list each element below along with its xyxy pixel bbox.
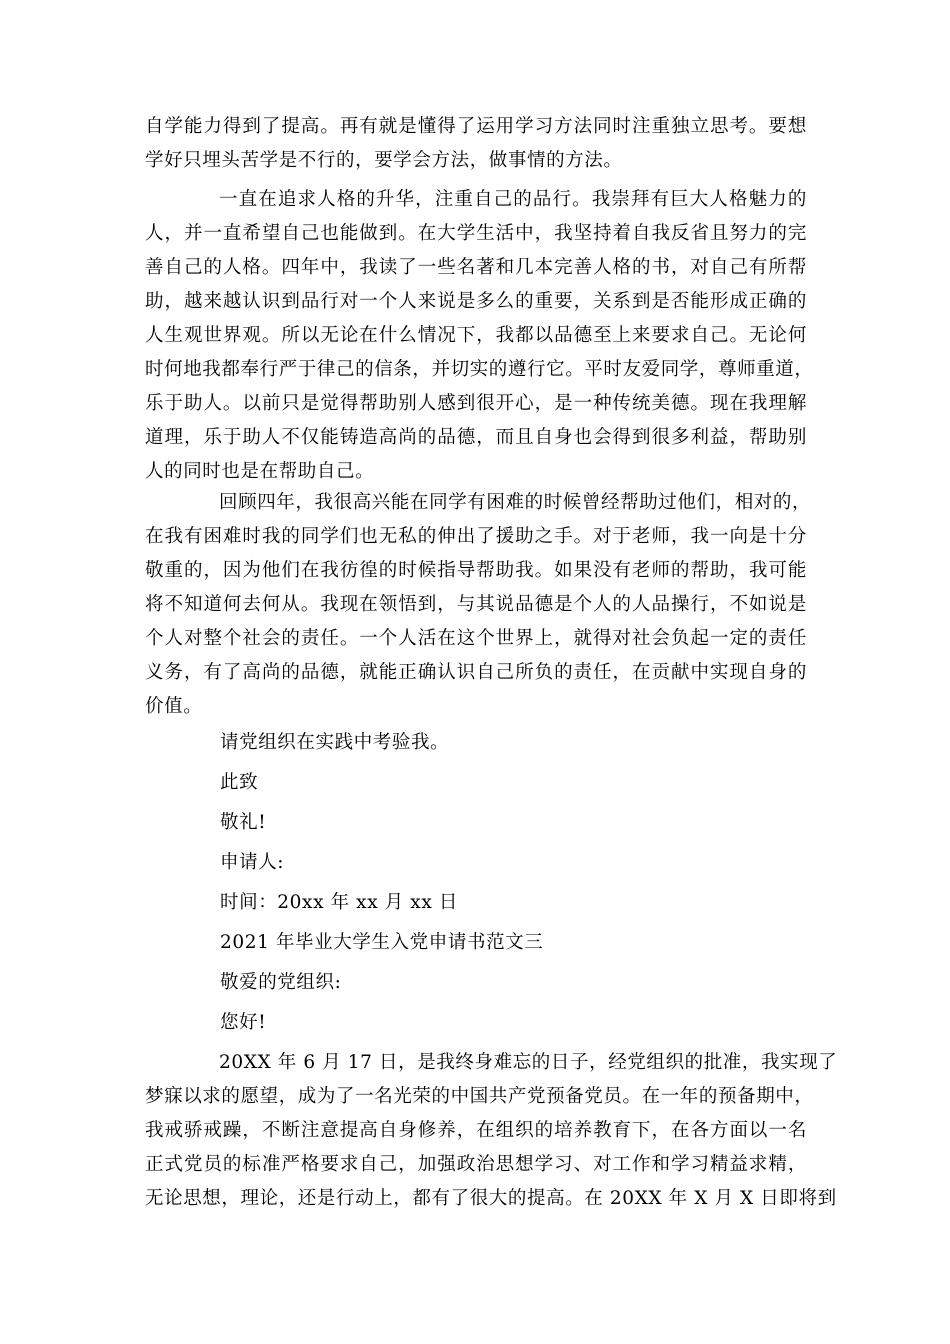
paragraph-3-line: 个人对整个社会的责任。一个人活在这个世界上，就得对社会负起一定的责任 (145, 628, 807, 649)
paragraph-2-line: 助，越来越认识到品行对一个人来说是多么的重要，关系到是否能形成正确的 (145, 291, 807, 312)
paragraph-2 (145, 183, 814, 489)
paragraph-4-line: 20XX 年 6 月 17 日，是我终身难忘的日子，经党组织的批准，我实现了 (219, 1052, 838, 1073)
paragraph-3-line: 义务，有了高尚的品德，就能正确认识自己所负的责任，在贡献中实现自身的 (145, 662, 807, 683)
paragraph-4-line: 无论思想，理论，还是行动上，都有了很大的提高。在 20XX 年 X 月 X 日即将到 (145, 1188, 837, 1209)
paragraph-2-line: 乐于助人。以前只是觉得帮助别人感到很开心，是一种传统美德。现在我理解 (145, 393, 807, 414)
paragraph-3-line: 将不知道何去何从。我现在领悟到，与其说品德是个人的人品操行，不如说是 (145, 594, 807, 615)
paragraph-2-line: 道理，乐于助人不仅能铸造高尚的品德，而且自身也会得到很多利益，帮助别 (145, 427, 807, 448)
greeting: 您好! (220, 1012, 267, 1033)
paragraph-1 (145, 110, 807, 178)
paragraph-4-line: 梦寐以求的愿望，成为了一名光荣的中国共产党预备党员。在一年的预备期中， (145, 1086, 814, 1107)
paragraph-1-line: 自学能力得到了提高。再有就是懂得了运用学习方法同时注重独立思考。要想 (145, 116, 807, 137)
paragraph-3-line: 回顾四年，我很高兴能在同学有困难的时候曾经帮助过他们，相对的， (219, 492, 812, 513)
paragraph-4-line: 正式党员的标准严格要求自己，加强政治思想学习、对工作和学习精益求精， (145, 1154, 807, 1175)
paragraph-3-line: 敬重的，因为他们在我彷徨的时候指导帮助我。如果没有老师的帮助，我可能 (145, 560, 807, 581)
paragraph-3-line: 价值。 (145, 696, 203, 717)
paragraph-2-line: 一直在追求人格的升华，注重自己的品行。我崇拜有巨大人格魅力的 (219, 189, 807, 210)
applicant-label: 申请人: (220, 852, 285, 873)
closing-jingli: 敬礼! (220, 812, 267, 833)
paragraph-4 (145, 1046, 838, 1216)
paragraph-4-line: 我戒骄戒躁，不断注意提高自身修养，在组织的培养教育下，在各方面以一名 (145, 1120, 807, 1141)
date-line: 时间：20xx 年 xx 月 xx 日 (220, 892, 458, 913)
paragraph-2-line: 人的同时也是在帮助自己。 (145, 461, 375, 482)
paragraph-3 (145, 486, 812, 724)
salutation: 敬爱的党组织: (220, 972, 342, 993)
closing-cizhi: 此致 (220, 772, 259, 793)
paragraph-2-line: 善自己的人格。四年中，我读了一些名著和几本完善人格的书，对自己有所帮 (145, 257, 807, 278)
paragraph-1-line: 学好只埋头苦学是不行的，要学会方法，做事情的方法。 (145, 150, 623, 171)
paragraph-2-line: 人生观世界观。所以无论在什么情况下，我都以品德至上来要求自己。无论何 (145, 325, 807, 346)
section-title: 2021 年毕业大学生入党申请书范文三 (220, 932, 544, 953)
closing-test-line: 请党组织在实践中考验我。 (220, 732, 450, 753)
paragraph-2-line: 时何地我都奉行严于律己的信条，并切实的遵行它。平时友爱同学，尊师重道， (145, 359, 814, 380)
paragraph-2-line: 人，并一直希望自己也能做到。在大学生活中，我坚持着自我反省且努力的完 (145, 223, 807, 244)
paragraph-3-line: 在我有困难时我的同学们也无私的伸出了援助之手。对于老师，我一向是十分 (145, 526, 807, 547)
